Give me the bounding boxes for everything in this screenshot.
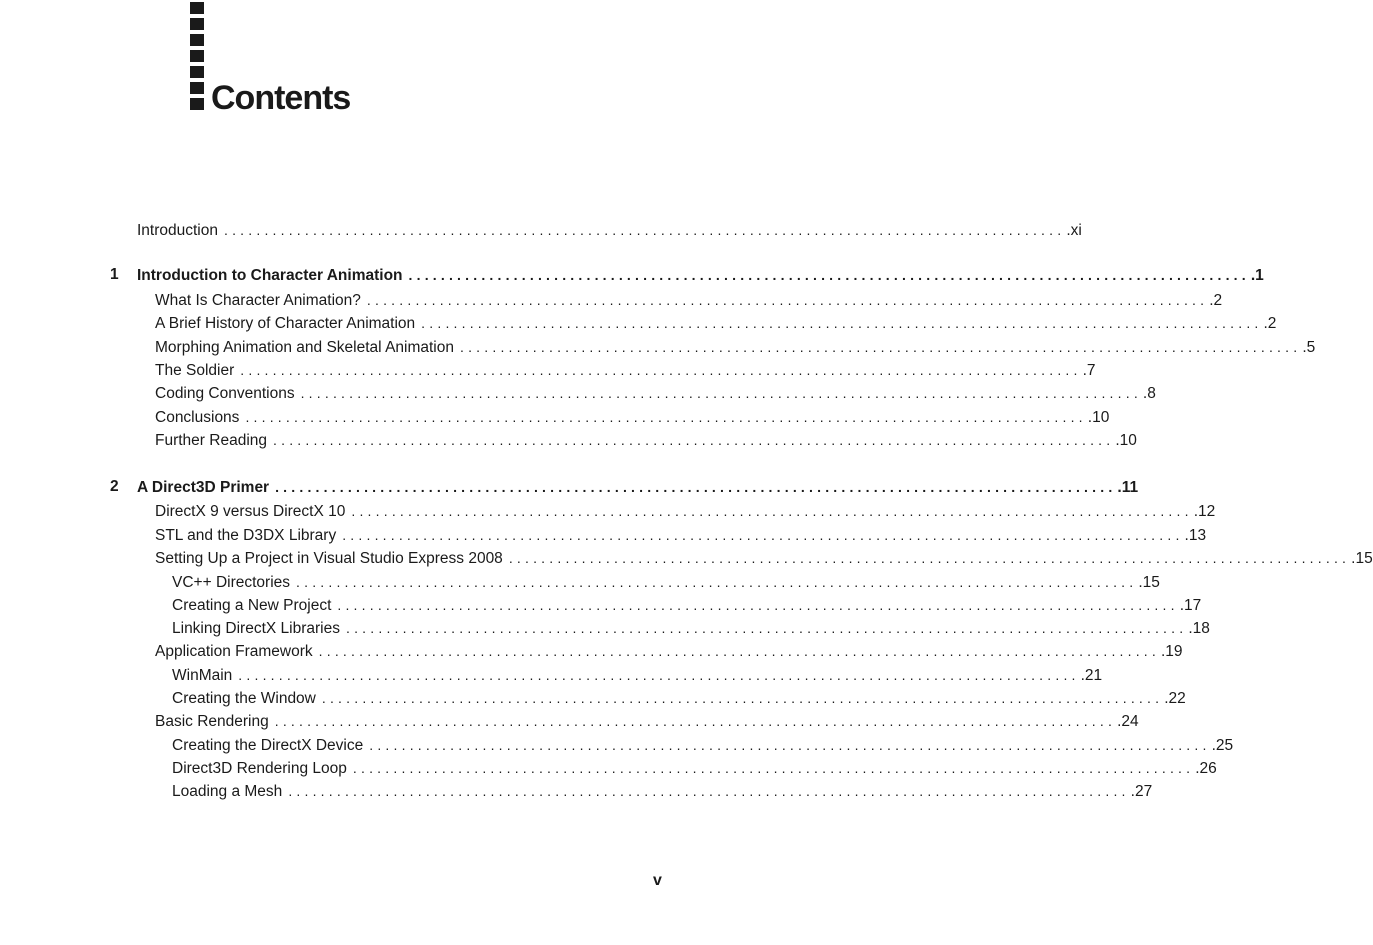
- toc-entry[interactable]: [155, 524, 1207, 546]
- toc-entry-page: .15: [1138, 574, 1160, 591]
- toc-entry-title: Creating the DirectX Device: [172, 737, 364, 754]
- toc-subentry[interactable]: [172, 780, 1153, 802]
- dot-leader: ........................................................................................................: [238, 667, 1080, 683]
- toc-entry[interactable]: [155, 500, 1216, 522]
- toc-chapter-2[interactable]: [110, 476, 1139, 498]
- toc-entry-title: A Direct3D Primer: [137, 479, 270, 496]
- toc-entry-page: .24: [1117, 713, 1139, 730]
- dot-leader: ........................................................................................................: [245, 409, 1087, 425]
- toc-entry-title: STL and the D3DX Library: [155, 527, 337, 544]
- toc-entry-title: Creating the Window: [172, 690, 316, 707]
- decorative-block: [190, 50, 204, 62]
- toc-subentry[interactable]: [172, 571, 1160, 593]
- toc-entry-page: .15: [1351, 550, 1373, 567]
- toc-entry-page: .25: [1211, 737, 1234, 754]
- dot-leader: ........................................................................................................: [288, 783, 1130, 799]
- dot-leader: ........................................................................................................: [337, 597, 1179, 613]
- toc-entry-page: .1: [1250, 267, 1264, 284]
- toc-entry-page: .17: [1179, 597, 1202, 614]
- toc-entry-page: .27: [1130, 783, 1153, 800]
- toc-entry-title: Direct3D Rendering Loop: [172, 760, 347, 777]
- toc-entry-page: .5: [1302, 339, 1316, 356]
- dot-leader: ........................................................................................................: [366, 292, 1209, 308]
- toc-subentry[interactable]: [172, 664, 1103, 686]
- toc-entry-page: .7: [1082, 362, 1096, 379]
- page-number: v: [653, 872, 662, 889]
- toc-entry-title: Application Framework: [155, 643, 313, 660]
- toc-entry[interactable]: [155, 382, 1156, 404]
- toc-entry-introduction[interactable]: [137, 219, 1082, 241]
- toc-subentry[interactable]: [172, 757, 1217, 779]
- chapter-number: 1: [110, 266, 119, 283]
- toc-entry-page: .21: [1080, 667, 1103, 684]
- toc-entry-title: Loading a Mesh: [172, 783, 283, 800]
- toc-entry-title: Basic Rendering: [155, 713, 269, 730]
- chapter-number: 2: [110, 478, 119, 495]
- toc-entry-title: Introduction to Character Animation: [137, 267, 403, 284]
- dot-leader: ........................................................................................................: [224, 222, 1066, 238]
- toc-entry-page: .2: [1209, 292, 1223, 309]
- toc-entry-page: .26: [1195, 760, 1217, 777]
- dot-leader: ........................................................................................................: [300, 385, 1142, 401]
- dot-leader: ........................................................................................................: [421, 315, 1263, 331]
- toc-entry-page: .13: [1184, 527, 1207, 544]
- toc-entry-page: .8: [1142, 385, 1156, 402]
- toc-subentry[interactable]: [172, 617, 1210, 639]
- toc-entry-page: .2: [1263, 315, 1277, 332]
- dot-leader: ........................................................................................................: [369, 737, 1211, 753]
- dot-leader: ........................................................................................................: [318, 643, 1160, 659]
- toc-entry-title: WinMain: [172, 667, 233, 684]
- toc-entry-title: DirectX 9 versus DirectX 10: [155, 503, 346, 520]
- toc-entry[interactable]: [155, 640, 1183, 662]
- toc-entry-title: Further Reading: [155, 432, 268, 449]
- toc-entry[interactable]: [155, 312, 1277, 334]
- dot-leader: ........................................................................................................: [275, 479, 1117, 495]
- toc-entry[interactable]: [155, 710, 1139, 732]
- toc-entry-title: Setting Up a Project in Visual Studio Express 2008: [155, 550, 503, 567]
- decorative-block: [190, 34, 204, 46]
- dot-leader: ........................................................................................................: [408, 267, 1250, 283]
- toc-entry-page: .xi: [1066, 222, 1082, 239]
- dot-leader: ........................................................................................................: [274, 713, 1117, 729]
- dot-leader: ........................................................................................................: [296, 574, 1138, 590]
- toc-entry[interactable]: [155, 359, 1096, 381]
- dot-leader: ........................................................................................................: [321, 690, 1164, 706]
- toc-entry-title: VC++ Directories: [172, 574, 291, 591]
- toc-entry-title: Morphing Animation and Skeletal Animation: [155, 339, 454, 356]
- toc-subentry[interactable]: [172, 594, 1202, 616]
- dot-leader: ........................................................................................................: [240, 362, 1082, 378]
- decorative-block: [190, 2, 204, 14]
- toc-entry-title: Introduction: [137, 222, 218, 239]
- decorative-block: [190, 98, 204, 110]
- toc-entry[interactable]: [155, 289, 1223, 311]
- toc-entry-title: What Is Character Animation?: [155, 292, 361, 309]
- dot-leader: ........................................................................................................: [342, 527, 1184, 543]
- decorative-block: [190, 82, 204, 94]
- toc-entry-page: .19: [1160, 643, 1183, 660]
- toc-entry-title: Creating a New Project: [172, 597, 332, 614]
- toc-chapter-1[interactable]: [110, 264, 1264, 286]
- toc-entry-page: .22: [1164, 690, 1186, 707]
- toc-entry-page: .18: [1188, 620, 1210, 637]
- dot-leader: ........................................................................................................: [351, 503, 1193, 519]
- toc-entry[interactable]: [155, 547, 1373, 569]
- toc-entry-page: .12: [1193, 503, 1216, 520]
- dot-leader: ........................................................................................................: [508, 550, 1351, 566]
- toc-entry[interactable]: [155, 336, 1316, 358]
- toc-entry-page: .10: [1087, 409, 1110, 426]
- dot-leader: ........................................................................................................: [346, 620, 1188, 636]
- toc-entry[interactable]: [155, 429, 1137, 451]
- toc-entry-title: A Brief History of Character Animation: [155, 315, 416, 332]
- toc-entry-title: Conclusions: [155, 409, 240, 426]
- toc-entry-page: .10: [1115, 432, 1137, 449]
- toc-entry-title: Coding Conventions: [155, 385, 295, 402]
- toc-subentry[interactable]: [172, 687, 1186, 709]
- toc-entry-title: The Soldier: [155, 362, 235, 379]
- toc-entry[interactable]: [155, 406, 1110, 428]
- toc-subentry[interactable]: [172, 734, 1234, 756]
- page-title: Contents: [211, 79, 351, 117]
- decorative-block: [190, 66, 204, 78]
- dot-leader: ........................................................................................................: [460, 339, 1302, 355]
- dot-leader: ........................................................................................................: [352, 760, 1195, 776]
- toc-entry-title: Linking DirectX Libraries: [172, 620, 340, 637]
- dot-leader: ........................................................................................................: [273, 432, 1115, 448]
- decorative-block: [190, 18, 204, 30]
- toc-entry-page: .11: [1117, 479, 1139, 496]
